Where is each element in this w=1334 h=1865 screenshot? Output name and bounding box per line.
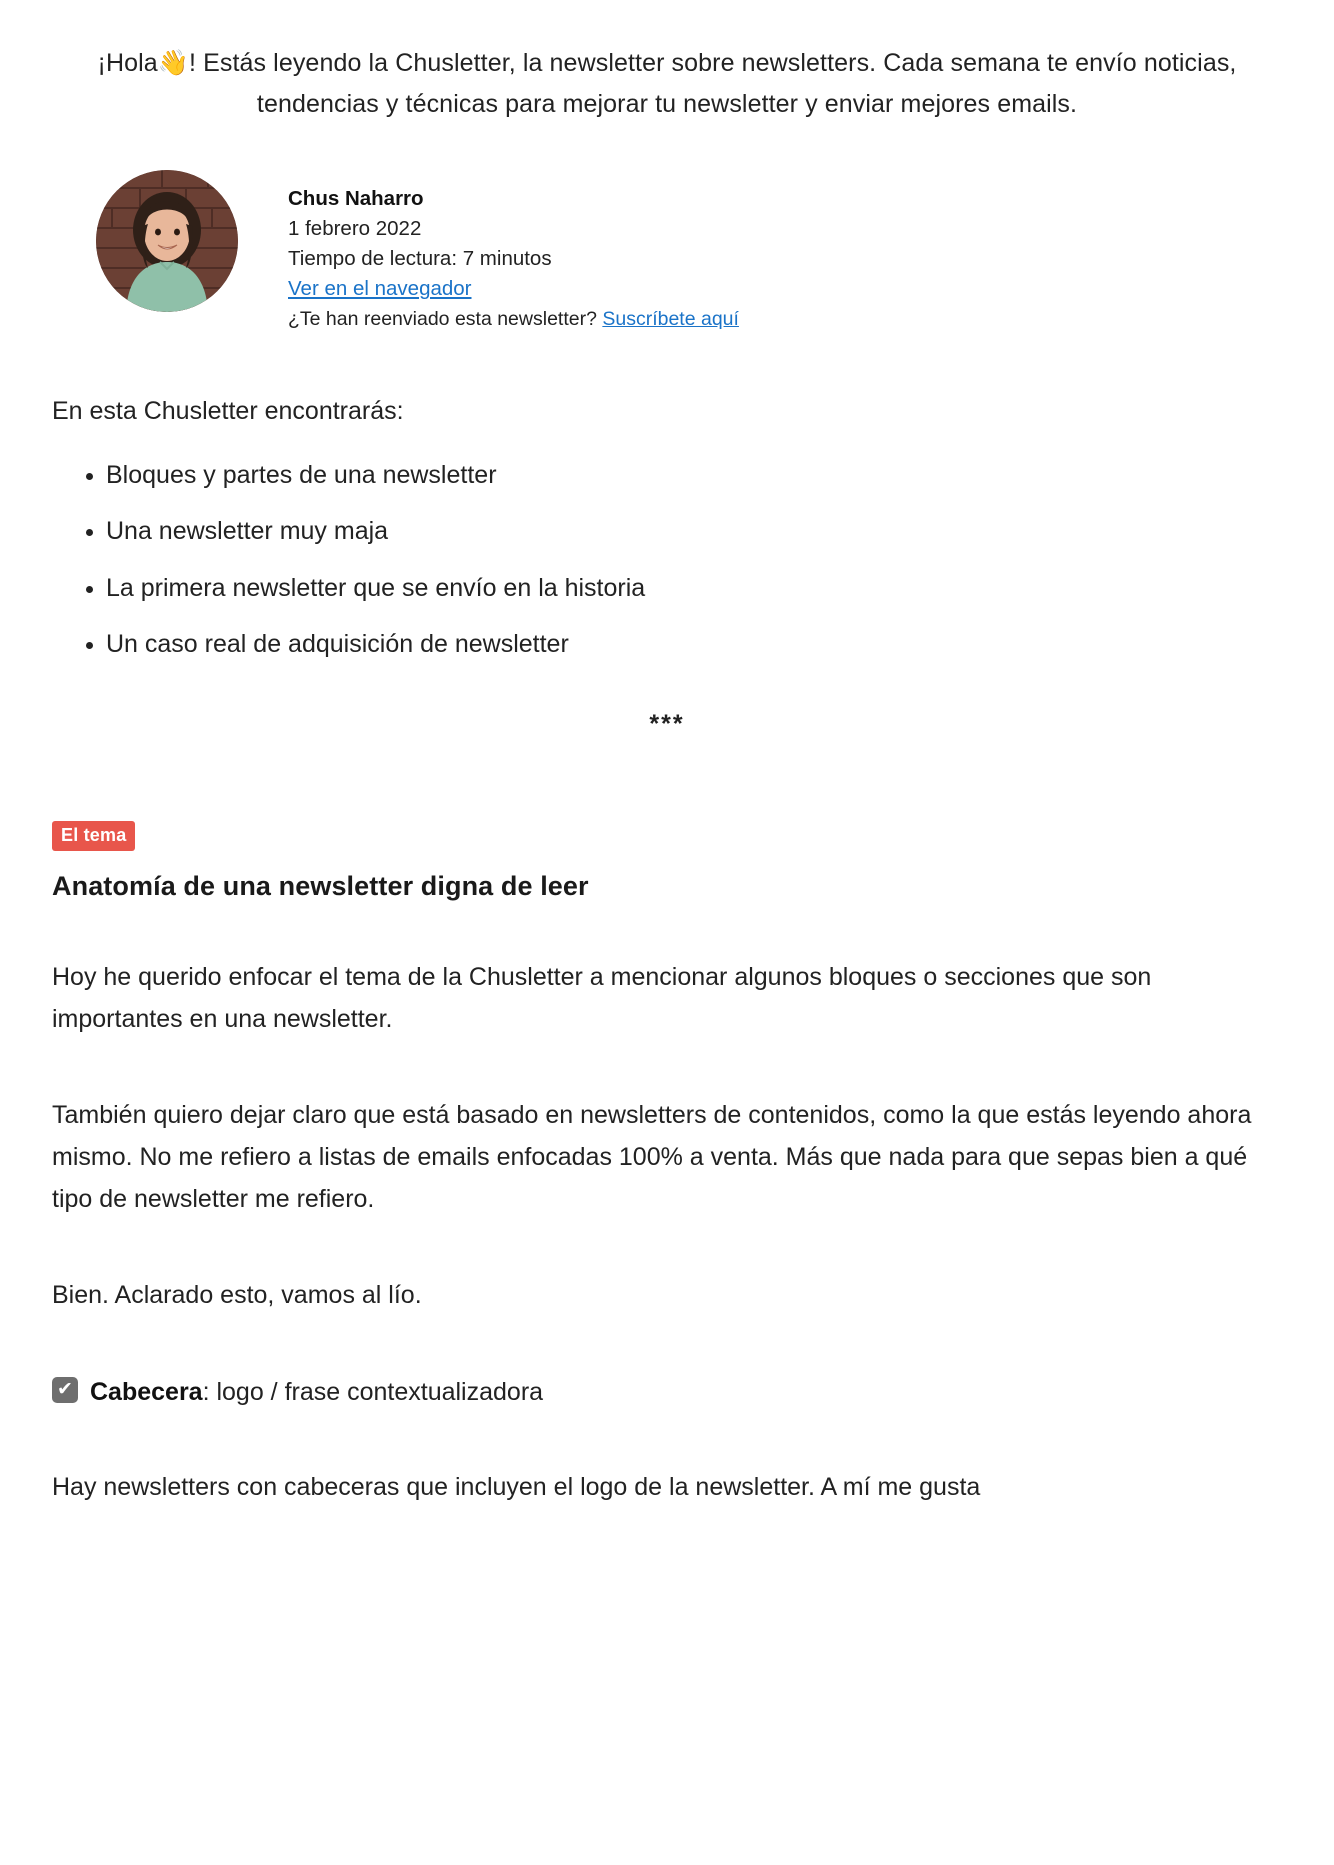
- intro-paragraph: [52, 25, 1282, 124]
- list-item: • La primera newsletter que se envío en la historia: [106, 570, 1282, 606]
- toc-lead: En esta Chusletter encontrarás:: [52, 397, 404, 426]
- checklist-label: Cabecera: [90, 1378, 203, 1407]
- list-item: • Una newsletter muy maja: [106, 513, 1282, 549]
- author-name: Chus Naharro: [288, 187, 424, 210]
- newsletter-page: [0, 25, 1334, 1508]
- checklist-item: [52, 1372, 1282, 1412]
- forward-question: ¿Te han reenviado esta newsletter?: [288, 307, 597, 330]
- toc-list: [52, 457, 1282, 662]
- author-block: [52, 170, 1282, 333]
- author-meta: [288, 170, 739, 333]
- intro-text: ! Estás leyendo la Chusletter, la newsletter sobre newsletters. Cada semana te envío noticias, tendencias y técnicas para mejorar tu newsletter y enviar mejores emails.: [189, 49, 1237, 118]
- intro-greeting: ¡Hola: [97, 49, 158, 77]
- body-paragraph: Hoy he querido enfocar el tema de la Chusletter a mencionar algunos bloques o secciones que son importantes en una newsletter.: [52, 963, 1152, 1034]
- check-icon: ✔: [52, 1377, 78, 1403]
- checklist-text: [90, 1372, 543, 1412]
- section-tag-badge: El tema: [52, 821, 135, 851]
- waving-hand-icon: 👋: [157, 49, 190, 77]
- section-title: Anatomía de una newsletter digna de leer: [52, 871, 589, 902]
- section-divider: ***: [649, 710, 685, 739]
- body-paragraph: Bien. Aclarado esto, vamos al lío.: [52, 1281, 422, 1310]
- checklist-rest: : logo / frase contextualizadora: [202, 1378, 544, 1407]
- avatar: [96, 170, 238, 312]
- subscribe-link[interactable]: Suscríbete aquí: [602, 307, 739, 330]
- body-paragraph: También quiero dejar claro que está basado en newsletters de contenidos, como la que estás leyendo ahora mismo. No me refiero a listas de emails enfocadas 100% a venta. Más que nada para que sepas bien a qué tipo de newsletter me refiero.: [52, 1101, 1252, 1214]
- publish-date: 1 febrero 2022: [288, 217, 422, 241]
- list-item: • Un caso real de adquisición de newsletter: [106, 626, 1282, 662]
- list-item: • Bloques y partes de una newsletter: [106, 457, 1282, 493]
- reading-time: Tiempo de lectura: 7 minutos: [288, 247, 552, 271]
- view-in-browser-link[interactable]: Ver en el navegador: [288, 277, 472, 301]
- forward-row: [288, 305, 739, 334]
- closing-paragraph: Hay newsletters con cabeceras que incluyen el logo de la newsletter. A mí me gusta: [52, 1473, 981, 1502]
